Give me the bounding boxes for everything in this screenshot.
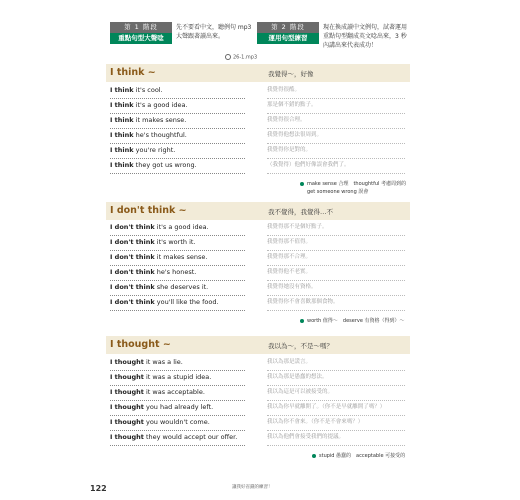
stage1-bottom: 重點句型大聲唸 <box>110 33 172 44</box>
chinese-sentence: 我覺得那不值得。 <box>267 237 405 251</box>
vocab-note <box>312 452 405 460</box>
chinese-sentence: 我覺得她沒有資格。 <box>267 282 405 296</box>
stage2-instr-line: 現在換成讀中文例句，試著運用 <box>323 24 408 31</box>
pattern-sentence: I thought you had already left. <box>110 402 245 416</box>
chinese-sentence: 我覺得你不會喜歡那個食物。 <box>267 297 405 311</box>
chinese-sentence: 我以為你早就離開了。（你不是早就離開了嗎？） <box>267 402 405 416</box>
vocab-note <box>300 317 405 325</box>
pattern-sentence: I think they got us wrong. <box>110 160 245 174</box>
stage1-instr-line: 先不要看中文，聽例句 mp3 <box>176 24 252 31</box>
section-title: I think ~ <box>110 67 156 78</box>
vocab-note <box>300 180 406 196</box>
vocab-line: stupid 愚蠢的 acceptable 可接受的 <box>319 453 406 459</box>
pattern-sentence: I don't think it's worth it. <box>110 237 245 251</box>
chinese-sentence: 我以為那是謊言。 <box>267 357 405 371</box>
section-meaning: 我不覺得，我覺得…不 <box>268 208 333 216</box>
pattern-sentence: I don't think it makes sense. <box>110 252 245 266</box>
chinese-sentence: 我覺得那不是個好點子。 <box>267 222 405 236</box>
stage1-label <box>110 22 172 44</box>
vocab-line: worth 值得～ deserve 有資格（得到）～ <box>307 318 405 324</box>
chinese-sentence: 我覺得那不合理。 <box>267 252 405 266</box>
pattern-sentence: I thought it was acceptable. <box>110 387 245 401</box>
pattern-sentence: I thought they would accept our offer. <box>110 432 245 446</box>
chinese-sentence: 我以為你不會來。（你不是不會來嗎？） <box>267 417 405 431</box>
pattern-sentence: I think it makes sense. <box>110 115 245 129</box>
vocab-line: make sense 合理 thoughtful 考慮周到的 <box>307 181 407 187</box>
chinese-sentence: （我覺得）他們好像誤會我們了。 <box>267 160 405 174</box>
page-number: 122 <box>90 484 107 493</box>
pattern-sentence: I don't think it's a good idea. <box>110 222 245 236</box>
chinese-sentence: 我以為他們會接受我們的提議。 <box>267 432 405 446</box>
audio-icon <box>225 54 231 60</box>
pattern-sentence: I thought it was a stupid idea. <box>110 372 245 386</box>
chinese-sentence: 我覺得他想法很周到。 <box>267 130 405 144</box>
chinese-sentence: 我以為這是可以被接受的。 <box>267 387 405 401</box>
stage1-top: 第 1 階段 <box>110 22 172 33</box>
footer-caption: 讓我好省錢的練習！ <box>232 485 273 490</box>
stage1-instr-line: 大聲跟著讀出來。 <box>176 33 225 40</box>
stage2-bottom: 運用句型練習 <box>257 33 319 44</box>
stage2-top: 第 2 階段 <box>257 22 319 33</box>
audio-track[interactable] <box>225 54 257 61</box>
pattern-sentence: I don't think she deserves it. <box>110 282 245 296</box>
bullet-icon <box>312 454 316 458</box>
chinese-sentence: 那是個不錯的點子。 <box>267 100 405 114</box>
vocab-line: get someone wrong 誤會 <box>307 189 369 195</box>
chinese-sentence: 我覺得他不老實。 <box>267 267 405 281</box>
chinese-sentence: 我以為那是愚蠢的想法。 <box>267 372 405 386</box>
pattern-sentence: I think you're right. <box>110 145 245 159</box>
pattern-sentence: I think he's thoughtful. <box>110 130 245 144</box>
bullet-icon <box>300 319 304 323</box>
pattern-sentence: I thought you wouldn't come. <box>110 417 245 431</box>
pattern-sentence: I think it's cool. <box>110 85 245 99</box>
pattern-sentence: I thought it was a lie. <box>110 357 245 371</box>
pattern-sentence: I don't think he's honest. <box>110 267 245 281</box>
section-title: I don't think ~ <box>110 205 187 216</box>
chinese-sentence: 我覺得你是對的。 <box>267 145 405 159</box>
pattern-sentence: I think it's a good idea. <box>110 100 245 114</box>
section-meaning: 我以為～，不是～嗎？ <box>268 342 333 350</box>
pattern-sentence: I don't think you'll like the food. <box>110 297 245 311</box>
stage2-instr-line: 內講出來代表成功！ <box>323 42 378 49</box>
chinese-sentence: 我覺得很合理。 <box>267 115 405 129</box>
section-meaning: 我覺得～，好像 <box>268 70 314 78</box>
chinese-sentence: 我覺得很酷。 <box>267 85 405 99</box>
stage1-instruction <box>176 23 251 41</box>
stage2-label <box>257 22 319 44</box>
bullet-icon <box>300 182 304 186</box>
stage2-instruction <box>323 23 407 50</box>
stage2-instr-line: 重點句型翻成英文唸出來，3 秒 <box>323 33 407 40</box>
section-title: I thought ~ <box>110 339 171 350</box>
audio-label: 26-1.mp3 <box>233 54 258 61</box>
